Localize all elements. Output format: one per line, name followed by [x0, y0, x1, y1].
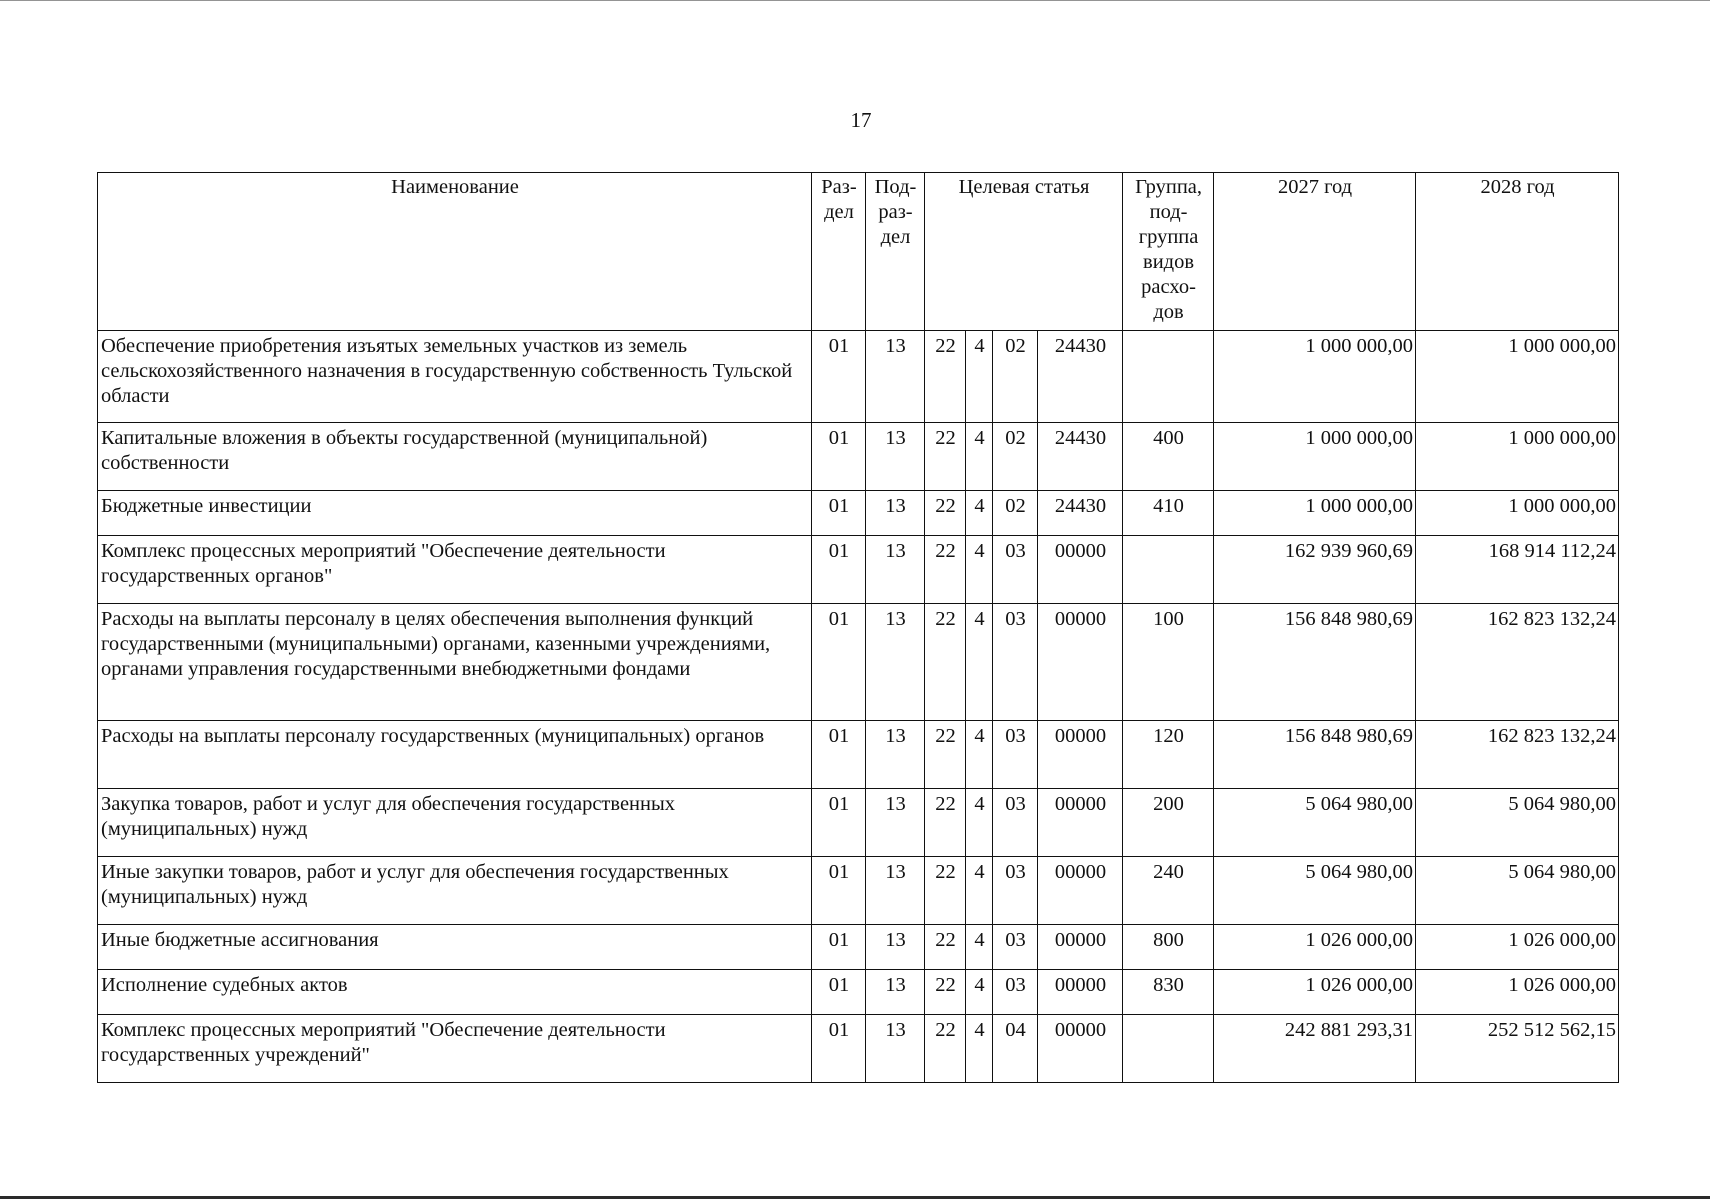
row-target-structure-cell: 03 [993, 789, 1038, 857]
row-expense-group-cell: 800 [1123, 925, 1214, 970]
row-target-program-cell: 22 [925, 721, 966, 789]
row-amount-2027-cell: 156 848 980,69 [1214, 604, 1416, 721]
table-row [98, 423, 1619, 491]
row-name-cell: Обеспечение приобретения изъятых земельных участков из земель сельскохозяйственного назначения в государственную собственность Тульской области [98, 331, 812, 423]
row-name-cell: Иные закупки товаров, работ и услуг для обеспечения государственных (муниципальных) нужд [98, 857, 812, 925]
table-row [98, 857, 1619, 925]
page-bottom-edge [0, 1196, 1710, 1199]
table-row [98, 1015, 1619, 1083]
row-podrazdel-cell: 13 [866, 491, 925, 536]
table-row [98, 536, 1619, 604]
row-podrazdel-cell: 13 [866, 925, 925, 970]
row-amount-2027-cell: 1 026 000,00 [1214, 970, 1416, 1015]
row-razdel-cell: 01 [812, 721, 866, 789]
table-body [98, 331, 1619, 1083]
row-expense-group-cell: 400 [1123, 423, 1214, 491]
row-amount-2027-cell: 1 000 000,00 [1214, 331, 1416, 423]
row-name-cell: Капитальные вложения в объекты государственной (муниципальной) собственности [98, 423, 812, 491]
row-amount-2027-cell: 1 026 000,00 [1214, 925, 1416, 970]
table-row [98, 789, 1619, 857]
row-target-program-cell: 22 [925, 970, 966, 1015]
row-podrazdel-cell: 13 [866, 970, 925, 1015]
row-amount-2028-cell: 1 026 000,00 [1416, 925, 1619, 970]
row-target-program-cell: 22 [925, 491, 966, 536]
row-target-direction-cell: 24430 [1038, 423, 1123, 491]
row-expense-group-cell [1123, 331, 1214, 423]
row-expense-group-cell: 120 [1123, 721, 1214, 789]
row-amount-2027-cell: 5 064 980,00 [1214, 857, 1416, 925]
row-name-cell: Расходы на выплаты персоналу государственных (муниципальных) органов [98, 721, 812, 789]
header-target-article: Целевая статья [925, 173, 1123, 331]
row-target-structure-cell: 03 [993, 970, 1038, 1015]
header-name: Наименование [98, 173, 812, 331]
row-name-cell: Закупка товаров, работ и услуг для обеспечения государственных (муниципальных) нужд [98, 789, 812, 857]
row-expense-group-cell: 240 [1123, 857, 1214, 925]
row-target-program-cell: 22 [925, 536, 966, 604]
row-target-type-cell: 4 [966, 331, 993, 423]
row-target-program-cell: 22 [925, 789, 966, 857]
row-target-type-cell: 4 [966, 536, 993, 604]
row-amount-2027-cell: 1 000 000,00 [1214, 423, 1416, 491]
row-amount-2028-cell: 5 064 980,00 [1416, 857, 1619, 925]
row-name-cell: Расходы на выплаты персоналу в целях обеспечения выполнения функций государственными (муниципальными) органами, казенными учреждениями, органами управления государственными внебюджетными фондами [98, 604, 812, 721]
budget-table [97, 172, 1619, 1083]
table-header-row [98, 173, 1619, 331]
page-top-edge [0, 0, 1710, 1]
row-target-direction-cell: 00000 [1038, 857, 1123, 925]
row-target-direction-cell: 00000 [1038, 970, 1123, 1015]
page-number: 17 [850, 108, 872, 132]
row-amount-2028-cell: 162 823 132,24 [1416, 604, 1619, 721]
row-target-type-cell: 4 [966, 721, 993, 789]
row-amount-2028-cell: 1 026 000,00 [1416, 970, 1619, 1015]
row-amount-2028-cell: 1 000 000,00 [1416, 331, 1619, 423]
row-target-structure-cell: 02 [993, 423, 1038, 491]
row-target-type-cell: 4 [966, 1015, 993, 1083]
row-name-cell: Иные бюджетные ассигнования [98, 925, 812, 970]
row-amount-2027-cell: 242 881 293,31 [1214, 1015, 1416, 1083]
row-target-type-cell: 4 [966, 925, 993, 970]
row-expense-group-cell: 100 [1123, 604, 1214, 721]
row-target-direction-cell: 24430 [1038, 331, 1123, 423]
row-target-structure-cell: 02 [993, 331, 1038, 423]
row-podrazdel-cell: 13 [866, 1015, 925, 1083]
header-podrazdel: Под- раз- дел [866, 173, 925, 331]
row-target-type-cell: 4 [966, 604, 993, 721]
row-target-structure-cell: 02 [993, 491, 1038, 536]
row-amount-2028-cell: 162 823 132,24 [1416, 721, 1619, 789]
row-razdel-cell: 01 [812, 604, 866, 721]
row-target-direction-cell: 00000 [1038, 789, 1123, 857]
row-expense-group-cell: 830 [1123, 970, 1214, 1015]
row-target-type-cell: 4 [966, 970, 993, 1015]
row-amount-2028-cell: 5 064 980,00 [1416, 789, 1619, 857]
header-2028: 2028 год [1416, 173, 1619, 331]
table-row [98, 721, 1619, 789]
row-expense-group-cell: 200 [1123, 789, 1214, 857]
row-razdel-cell: 01 [812, 536, 866, 604]
row-target-program-cell: 22 [925, 857, 966, 925]
row-target-program-cell: 22 [925, 925, 966, 970]
row-name-cell: Исполнение судебных актов [98, 970, 812, 1015]
row-amount-2028-cell: 168 914 112,24 [1416, 536, 1619, 604]
row-target-type-cell: 4 [966, 789, 993, 857]
row-target-direction-cell: 00000 [1038, 721, 1123, 789]
row-amount-2028-cell: 1 000 000,00 [1416, 423, 1619, 491]
row-target-direction-cell: 00000 [1038, 1015, 1123, 1083]
row-razdel-cell: 01 [812, 491, 866, 536]
row-target-direction-cell: 24430 [1038, 491, 1123, 536]
row-target-program-cell: 22 [925, 423, 966, 491]
row-target-structure-cell: 04 [993, 1015, 1038, 1083]
row-target-structure-cell: 03 [993, 721, 1038, 789]
table-row [98, 331, 1619, 423]
row-podrazdel-cell: 13 [866, 857, 925, 925]
row-amount-2027-cell: 1 000 000,00 [1214, 491, 1416, 536]
row-amount-2027-cell: 156 848 980,69 [1214, 721, 1416, 789]
row-target-program-cell: 22 [925, 331, 966, 423]
row-podrazdel-cell: 13 [866, 789, 925, 857]
row-razdel-cell: 01 [812, 331, 866, 423]
row-expense-group-cell: 410 [1123, 491, 1214, 536]
row-expense-group-cell [1123, 536, 1214, 604]
row-target-type-cell: 4 [966, 857, 993, 925]
table-row [98, 925, 1619, 970]
header-razdel: Раз- дел [812, 173, 866, 331]
row-amount-2028-cell: 252 512 562,15 [1416, 1015, 1619, 1083]
row-name-cell: Комплекс процессных мероприятий "Обеспечение деятельности государственных органов" [98, 536, 812, 604]
row-target-program-cell: 22 [925, 1015, 966, 1083]
row-target-program-cell: 22 [925, 604, 966, 721]
row-expense-group-cell [1123, 1015, 1214, 1083]
row-amount-2027-cell: 5 064 980,00 [1214, 789, 1416, 857]
table-row [98, 604, 1619, 721]
row-target-structure-cell: 03 [993, 536, 1038, 604]
row-target-structure-cell: 03 [993, 857, 1038, 925]
row-podrazdel-cell: 13 [866, 536, 925, 604]
row-target-structure-cell: 03 [993, 925, 1038, 970]
row-razdel-cell: 01 [812, 423, 866, 491]
row-target-direction-cell: 00000 [1038, 604, 1123, 721]
table-row [98, 970, 1619, 1015]
row-podrazdel-cell: 13 [866, 423, 925, 491]
row-podrazdel-cell: 13 [866, 331, 925, 423]
row-razdel-cell: 01 [812, 925, 866, 970]
row-amount-2028-cell: 1 000 000,00 [1416, 491, 1619, 536]
row-razdel-cell: 01 [812, 970, 866, 1015]
row-target-direction-cell: 00000 [1038, 536, 1123, 604]
row-name-cell: Бюджетные инвестиции [98, 491, 812, 536]
row-podrazdel-cell: 13 [866, 721, 925, 789]
row-target-structure-cell: 03 [993, 604, 1038, 721]
header-2027: 2027 год [1214, 173, 1416, 331]
row-target-type-cell: 4 [966, 491, 993, 536]
header-expense-group: Группа, под- группа видов расхо- дов [1123, 173, 1214, 331]
row-razdel-cell: 01 [812, 857, 866, 925]
row-razdel-cell: 01 [812, 1015, 866, 1083]
row-podrazdel-cell: 13 [866, 604, 925, 721]
row-razdel-cell: 01 [812, 789, 866, 857]
row-target-type-cell: 4 [966, 423, 993, 491]
row-amount-2027-cell: 162 939 960,69 [1214, 536, 1416, 604]
row-target-direction-cell: 00000 [1038, 925, 1123, 970]
row-name-cell: Комплекс процессных мероприятий "Обеспечение деятельности государственных учреждений" [98, 1015, 812, 1083]
table-row [98, 491, 1619, 536]
